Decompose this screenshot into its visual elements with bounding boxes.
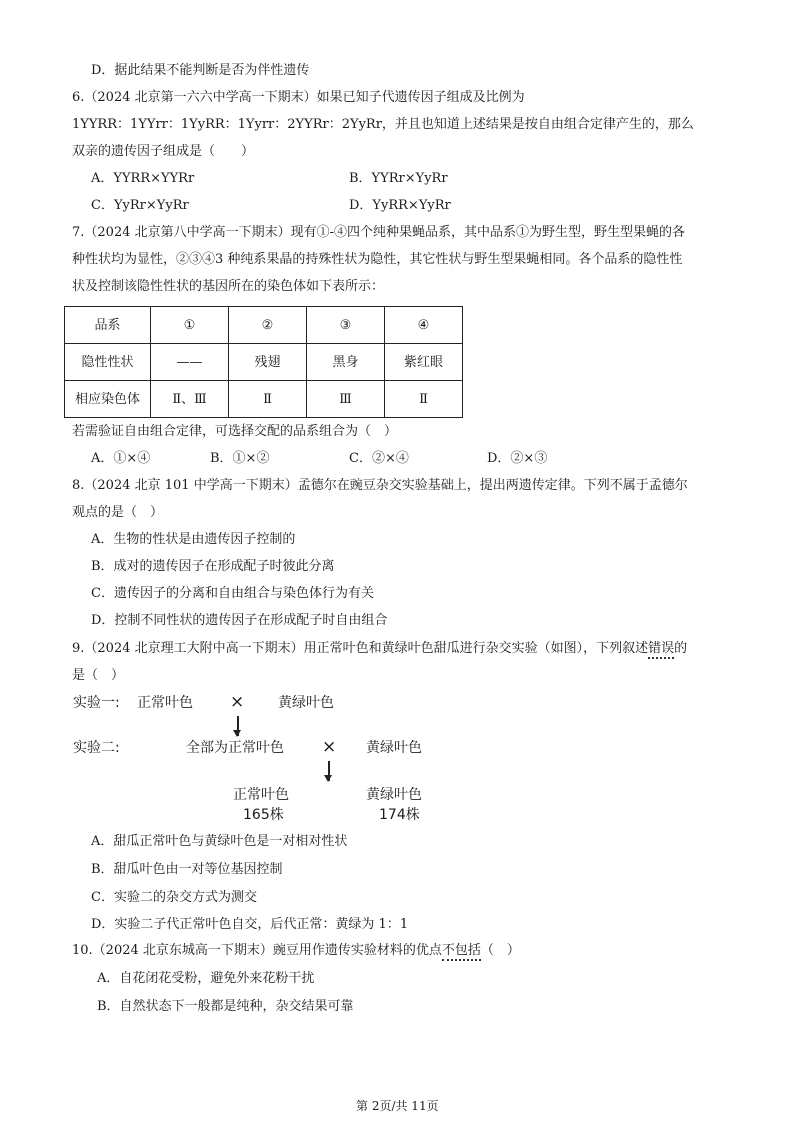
experiment2-parent2: 黄绿叶色 — [366, 740, 422, 756]
q6-option-a: A．YYRR×YYRr — [91, 171, 195, 186]
q9-stem — [72, 642, 687, 655]
q7-option-a: A．①×④ — [91, 451, 151, 466]
arrow-down-icon — [237, 716, 239, 736]
q10-option-a: A．自花闭花受粉，避免外来花粉干扰 — [97, 971, 315, 986]
table-header-cell: ② — [229, 307, 307, 344]
table-cell: Ⅱ — [229, 381, 307, 418]
arrow-down-icon — [328, 761, 330, 781]
offspring-yellowgreen-count: 174株 — [379, 807, 420, 823]
table-header-cell: ④ — [385, 307, 463, 344]
q7-option-d: D．②×③ — [487, 451, 548, 466]
q8-option-b: B．成对的遗传因子在形成配子时彼此分离 — [91, 559, 335, 574]
experiment2-label: 实验二: — [73, 740, 120, 756]
q7-option-c: C．②×④ — [349, 451, 409, 466]
q6-stem: 双亲的遗传因子组成是（ ） — [72, 144, 255, 159]
table-cell: 紫红眼 — [385, 344, 463, 381]
q10-stem — [72, 944, 520, 957]
q10-emphasis: 不包括 — [442, 943, 481, 961]
table-header-cell: ③ — [307, 307, 385, 344]
table-cell: —— — [151, 344, 229, 381]
q8-option-c: C．遗传因子的分离和自由组合与染色体行为有关 — [91, 586, 374, 601]
q8-stem: 观点的是（ ） — [72, 505, 164, 520]
strain-table — [64, 306, 463, 418]
cross-symbol: × — [322, 737, 337, 757]
q7-stem: 种性状均为显性，②③④3 种纯系果晶的持殊性状为隐性，其它性状与野生型果蝇相同。各个品系的隐性性 — [72, 252, 683, 267]
table-cell: 隐性性状 — [65, 344, 151, 381]
table-cell: 黑身 — [307, 344, 385, 381]
q7-stem: 7.（2024 北京第八中学高一下期末）现有①-④四个纯种果蝇品系，其中品系①为野生型，野生型果蝇的各 — [72, 225, 686, 240]
q10-stem-end: （ ） — [480, 943, 520, 958]
experiment1-parent2: 黄绿叶色 — [278, 695, 334, 711]
q9-stem-text: 9.（2024 北京理工大附中高一下期末）用正常叶色和黄绿叶色甜瓜进行杂交实验（如图），下列叙述 — [72, 641, 649, 656]
q6-option-d: D．YyRR×YyRr — [349, 198, 451, 213]
q9-stem: 是（ ） — [72, 668, 125, 683]
q8-option-d: D．控制不同性状的遗传因子在形成配子时自由组合 — [91, 613, 388, 628]
q10-option-b: B．自然状态下一般都是纯种，杂交结果可靠 — [97, 999, 354, 1014]
q9-stem-end: 的 — [674, 641, 688, 656]
q6-option-b: B．YYRr×YyRr — [349, 171, 448, 186]
q8-option-a: A．生物的性状是由遗传因子控制的 — [91, 532, 296, 547]
q7-question: 若需验证自由组合定律，可选择交配的品系组合为（ ） — [72, 424, 398, 439]
q10-stem-text: 10.（2024 北京东城高一下期末）豌豆用作遗传实验材料的优点 — [72, 943, 442, 958]
q9-option-c: C．实验二的杂交方式为测交 — [91, 890, 257, 905]
offspring-normal-count: 165株 — [243, 807, 284, 823]
q7-option-b: B．①×② — [210, 451, 270, 466]
experiment1-label: 实验一: — [73, 695, 120, 711]
cross-symbol: × — [230, 692, 245, 712]
experiment2-parent1: 全部为正常叶色 — [186, 740, 284, 756]
table-cell: Ⅱ — [385, 381, 463, 418]
q6-option-c: C．YyRr×YyRr — [91, 198, 189, 213]
offspring-yellowgreen-label: 黄绿叶色 — [366, 787, 422, 803]
table-cell: Ⅲ — [307, 381, 385, 418]
table-row — [65, 344, 463, 381]
q5-option-d: D．据此结果不能判断是否为伴性遗传 — [91, 63, 310, 78]
table-header-cell: 品系 — [65, 307, 151, 344]
q9-option-b: B．甜瓜叶色由一对等位基因控制 — [91, 862, 283, 877]
q8-stem: 8.（2024 北京 101 中学高一下期末）孟德尔在豌豆杂交实验基础上，提出两遗传定律。下列不属于孟德尔 — [72, 478, 688, 493]
offspring-normal-label: 正常叶色 — [233, 787, 289, 803]
table-header-row — [65, 307, 463, 344]
table-header-cell: ① — [151, 307, 229, 344]
q9-emphasis: 错误 — [648, 641, 674, 659]
q9-option-d: D．实验二子代正常叶色自交，后代正常：黄绿为 1：1 — [91, 917, 409, 932]
page-number: 第 2页/共 11页 — [356, 1099, 439, 1113]
table-row — [65, 381, 463, 418]
experiment1-parent1: 正常叶色 — [137, 695, 193, 711]
q6-stem: 6.（2024 北京第一六六中学高一下期末）如果已知子代遗传因子组成及比例为 — [72, 90, 525, 105]
q9-option-a: A．甜瓜正常叶色与黄绿叶色是一对相对性状 — [91, 834, 348, 849]
table-cell: 残翅 — [229, 344, 307, 381]
table-cell: Ⅱ、Ⅲ — [151, 381, 229, 418]
q7-stem: 状及控制该隐性性状的基因所在的染色体如下表所示： — [72, 279, 385, 294]
q6-stem: 1YYRR：1YYrr：1YyRR：1Yyrr：2YYRr：2YyRr，并且也知道上述结果是按自由组合定律产生的，那么 — [72, 117, 694, 132]
table-cell: 相应染色体 — [65, 381, 151, 418]
